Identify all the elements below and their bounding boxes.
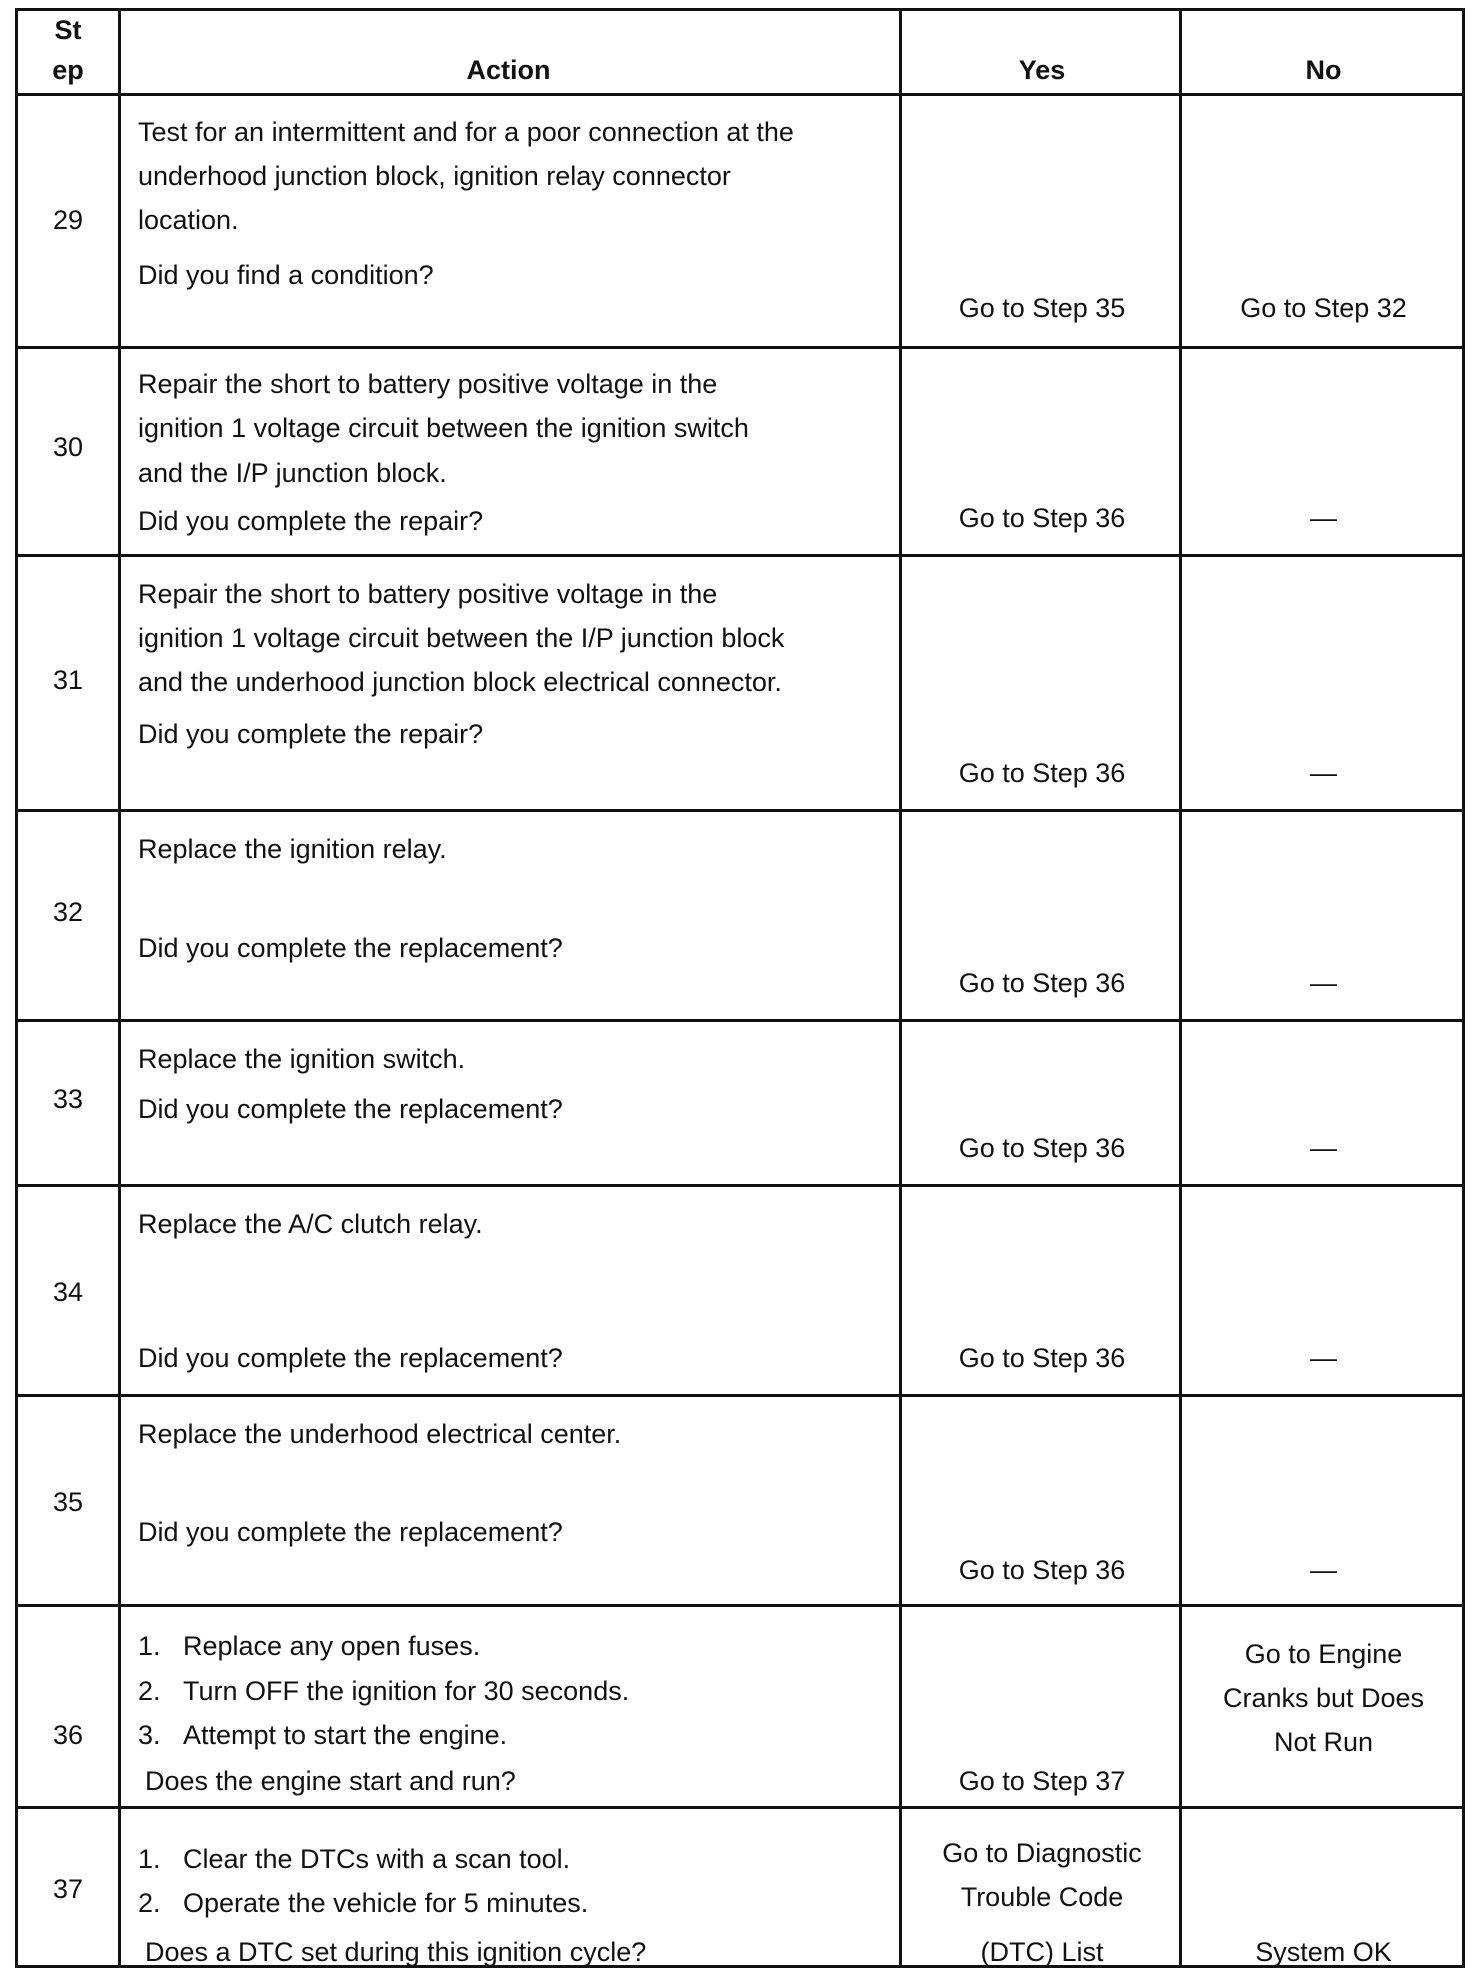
row-divider xyxy=(18,809,1462,812)
action-question: Did you complete the repair? xyxy=(138,506,484,536)
no-result: — xyxy=(1310,1555,1337,1585)
yes-result: Go to Step 36 xyxy=(958,1555,1126,1585)
no-result: System OK xyxy=(1255,1937,1392,1967)
action-question: Did you find a condition? xyxy=(138,260,434,290)
row-divider xyxy=(18,1604,1462,1607)
action-text: underhood junction block, ignition relay connector xyxy=(138,161,731,191)
step-number: 29 xyxy=(52,205,84,235)
yes-result-line: Trouble Code xyxy=(960,1882,1124,1912)
no-result: — xyxy=(1310,1343,1337,1373)
yes-result: Go to Step 36 xyxy=(958,1133,1126,1163)
action-text: Replace the ignition switch. xyxy=(138,1044,466,1074)
no-result: — xyxy=(1310,1133,1337,1163)
action-text: Replace the ignition relay. xyxy=(138,834,447,864)
no-result: — xyxy=(1310,968,1337,998)
row-divider xyxy=(18,1806,1462,1809)
action-text: Test for an intermittent and for a poor connection at the xyxy=(138,117,794,147)
list-item: Replace any open fuses. xyxy=(183,1631,481,1661)
header-no: No xyxy=(1305,55,1342,85)
yes-result: Go to Step 36 xyxy=(958,1343,1126,1373)
header-yes: Yes xyxy=(1018,55,1066,85)
no-result: Go to Step 32 xyxy=(1240,293,1407,323)
action-question: Does the engine start and run? xyxy=(145,1766,516,1796)
list-item: Clear the DTCs with a scan tool. xyxy=(183,1844,571,1874)
yes-result-line: Go to Diagnostic xyxy=(942,1838,1142,1868)
action-text: Replace the A/C clutch relay. xyxy=(138,1209,483,1239)
header-step-line1: St xyxy=(54,15,82,45)
yes-result: Go to Step 36 xyxy=(958,503,1126,533)
no-result-line: Not Run xyxy=(1273,1727,1374,1757)
row-divider xyxy=(18,346,1462,349)
action-question: Did you complete the replacement? xyxy=(138,933,563,963)
row-divider xyxy=(18,93,1462,96)
action-text: and the underhood junction block electrical connector. xyxy=(138,667,782,697)
column-divider xyxy=(118,11,121,1965)
list-number: 2. xyxy=(138,1676,161,1706)
yes-result: Go to Step 36 xyxy=(958,758,1126,788)
action-text: location. xyxy=(138,205,239,235)
action-text: Repair the short to battery positive voltage in the xyxy=(138,369,718,399)
row-divider xyxy=(18,1394,1462,1397)
step-number: 37 xyxy=(52,1874,84,1904)
list-number: 1. xyxy=(138,1844,161,1874)
action-text: and the I/P junction block. xyxy=(138,458,447,488)
header-action: Action xyxy=(466,55,551,85)
action-text: ignition 1 voltage circuit between the ignition switch xyxy=(138,413,749,443)
list-number: 2. xyxy=(138,1888,161,1918)
step-number: 35 xyxy=(52,1487,84,1517)
list-item: Operate the vehicle for 5 minutes. xyxy=(183,1888,589,1918)
action-question: Did you complete the replacement? xyxy=(138,1517,563,1547)
row-divider xyxy=(18,554,1462,557)
action-question: Does a DTC set during this ignition cycle? xyxy=(145,1937,647,1967)
yes-result-line: (DTC) List xyxy=(980,1937,1104,1967)
list-item: Turn OFF the ignition for 30 seconds. xyxy=(183,1676,630,1706)
action-question: Did you complete the repair? xyxy=(138,719,484,749)
no-result-line: Cranks but Does xyxy=(1222,1683,1425,1713)
list-item: Attempt to start the engine. xyxy=(183,1720,508,1750)
diagnostic-table xyxy=(15,8,1465,1968)
row-divider xyxy=(18,1184,1462,1187)
action-text: Repair the short to battery positive voltage in the xyxy=(138,579,718,609)
action-question: Did you complete the replacement? xyxy=(138,1343,563,1373)
list-number: 3. xyxy=(138,1720,161,1750)
yes-result: Go to Step 35 xyxy=(958,293,1126,323)
list-number: 1. xyxy=(138,1631,161,1661)
action-question: Did you complete the replacement? xyxy=(138,1094,563,1124)
header-step-line2: ep xyxy=(52,55,84,85)
yes-result: Go to Step 36 xyxy=(958,968,1126,998)
step-number: 36 xyxy=(52,1720,84,1750)
step-number: 31 xyxy=(52,665,84,695)
yes-result: Go to Step 37 xyxy=(958,1766,1126,1796)
action-text: Replace the underhood electrical center. xyxy=(138,1419,622,1449)
step-number: 32 xyxy=(52,897,84,927)
row-divider xyxy=(18,1019,1462,1022)
step-number: 33 xyxy=(52,1084,84,1114)
no-result-line: Go to Engine xyxy=(1244,1639,1403,1669)
no-result: — xyxy=(1310,503,1337,533)
step-number: 30 xyxy=(52,432,84,462)
step-number: 34 xyxy=(52,1277,84,1307)
action-text: ignition 1 voltage circuit between the I/P junction block xyxy=(138,623,785,653)
no-result: — xyxy=(1310,758,1337,788)
